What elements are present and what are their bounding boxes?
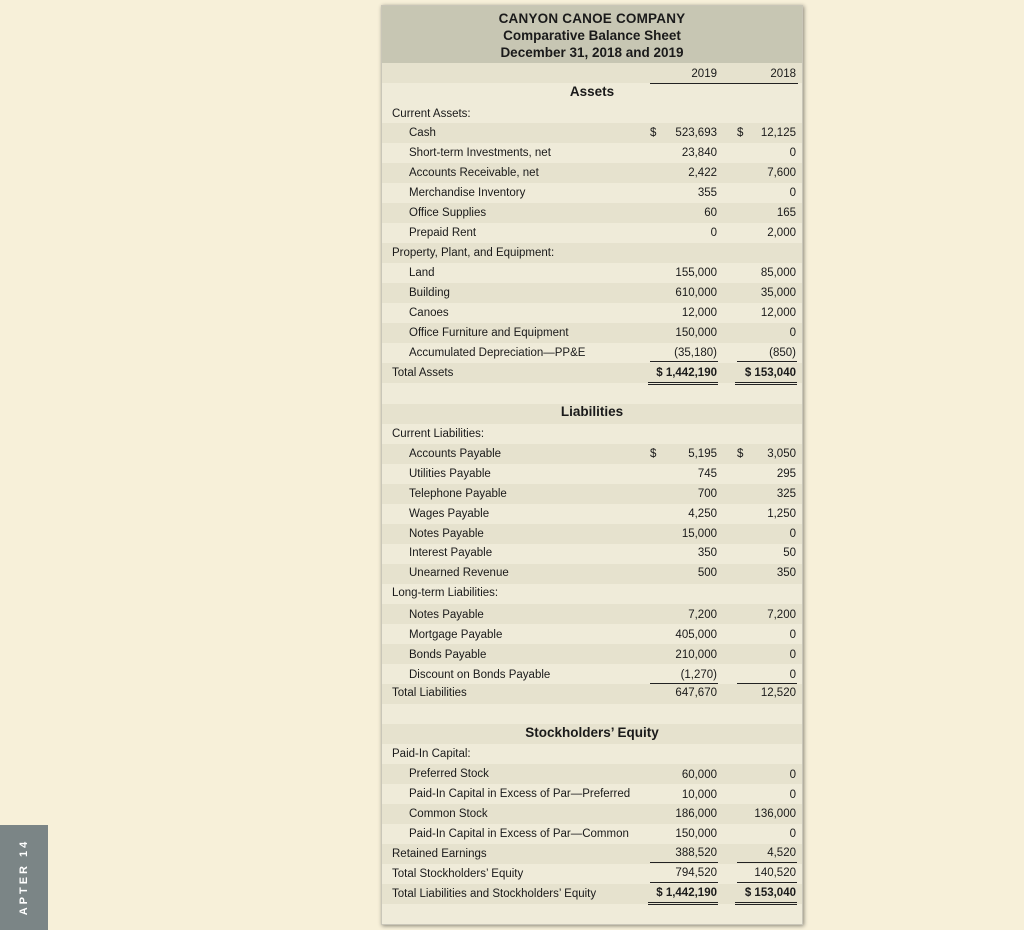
current-assets-label: Current Assets: bbox=[392, 108, 471, 120]
value-2018: 165 bbox=[776, 207, 796, 219]
value-2018: 0 bbox=[789, 147, 796, 159]
value-2019: 388,520 bbox=[675, 847, 717, 859]
line-item-label: Accounts Receivable, net bbox=[409, 167, 539, 179]
value-2019: 186,000 bbox=[675, 808, 717, 820]
statement-header bbox=[382, 6, 802, 63]
line-item-label: Notes Payable bbox=[409, 609, 484, 621]
total-liabilities-equity-2018: $ 153,040 bbox=[744, 887, 796, 899]
total-assets-label: Total Assets bbox=[392, 367, 454, 379]
year-heading-2019: 2019 bbox=[691, 68, 717, 80]
balance-sheet bbox=[381, 5, 803, 925]
value-2018: 3,050 bbox=[767, 448, 796, 460]
paid-in-capital-label: Paid-In Capital: bbox=[392, 748, 471, 760]
value-2019: 60 bbox=[704, 207, 717, 219]
value-2018: 0 bbox=[789, 828, 796, 840]
value-2018: 2,000 bbox=[767, 227, 796, 239]
value-2018: 7,200 bbox=[767, 609, 796, 621]
line-item-label: Preferred Stock bbox=[409, 768, 489, 780]
total-liabilities-2018: 12,520 bbox=[760, 687, 796, 699]
value-2019: 10,000 bbox=[681, 789, 717, 801]
value-2018: 350 bbox=[776, 567, 796, 579]
value-2019: 5,195 bbox=[688, 448, 717, 460]
value-2019: 0 bbox=[710, 227, 717, 239]
value-2019: (1,270) bbox=[680, 669, 717, 681]
value-2018: 0 bbox=[789, 649, 796, 661]
line-item-label: Bonds Payable bbox=[409, 649, 487, 661]
chapter-tab-label: APTER 14 bbox=[18, 838, 30, 916]
total-liabilities-equity-2019: $ 1,442,190 bbox=[656, 887, 717, 899]
value-2019: 7,200 bbox=[688, 609, 717, 621]
value-2019: 23,840 bbox=[681, 147, 717, 159]
line-item-label: Mortgage Payable bbox=[409, 629, 503, 641]
value-2018: 12,000 bbox=[760, 307, 796, 319]
line-item-label: Canoes bbox=[409, 307, 449, 319]
value-2019: 155,000 bbox=[675, 267, 717, 279]
statement-title: Comparative Balance Sheet bbox=[503, 28, 681, 43]
value-2018: 295 bbox=[776, 468, 796, 480]
total-assets-2018: $ 153,040 bbox=[744, 367, 796, 379]
line-item-label: Merchandise Inventory bbox=[409, 187, 526, 199]
line-item-label: Wages Payable bbox=[409, 508, 490, 520]
value-2018: 1,250 bbox=[767, 508, 796, 520]
value-2019: 610,000 bbox=[675, 287, 717, 299]
line-item-label: Accumulated Depreciation—PP&E bbox=[409, 347, 586, 359]
value-2018: 0 bbox=[789, 669, 796, 681]
value-2018: 0 bbox=[789, 187, 796, 199]
line-item-label: Cash bbox=[409, 127, 436, 139]
value-2019: 745 bbox=[697, 468, 717, 480]
line-item-label: Notes Payable bbox=[409, 528, 484, 540]
year-heading-2018: 2018 bbox=[770, 68, 796, 80]
line-item-label: Building bbox=[409, 287, 450, 299]
total-equity-label: Total Stockholders’ Equity bbox=[392, 868, 524, 880]
value-2019: 4,250 bbox=[688, 508, 717, 520]
value-2019: 523,693 bbox=[675, 127, 717, 139]
line-item-label: Discount on Bonds Payable bbox=[409, 669, 551, 681]
ppe-label: Property, Plant, and Equipment: bbox=[392, 247, 555, 259]
value-2018: 325 bbox=[776, 488, 796, 500]
current-liabilities-label: Current Liabilities: bbox=[392, 428, 485, 440]
value-2019: 405,000 bbox=[675, 629, 717, 641]
line-item-label: Unearned Revenue bbox=[409, 567, 509, 579]
line-item-label: Land bbox=[409, 267, 435, 279]
line-item-label: Interest Payable bbox=[409, 547, 493, 559]
value-2019: 500 bbox=[697, 567, 717, 579]
dollar-sign: $ bbox=[650, 448, 657, 460]
line-item-label: Office Supplies bbox=[409, 207, 487, 219]
value-2018: 50 bbox=[783, 547, 796, 559]
value-2018: 136,000 bbox=[754, 808, 796, 820]
dollar-sign: $ bbox=[650, 127, 657, 139]
value-2018: 4,520 bbox=[767, 847, 796, 859]
line-item-label: Telephone Payable bbox=[409, 488, 507, 500]
value-2019: 700 bbox=[697, 488, 717, 500]
assets-section-title: Assets bbox=[569, 84, 615, 99]
value-2018: 0 bbox=[789, 629, 796, 641]
value-2019: 350 bbox=[697, 547, 717, 559]
total-assets-2019: $ 1,442,190 bbox=[656, 367, 717, 379]
value-2018: 0 bbox=[789, 769, 796, 781]
company-name: CANYON CANOE COMPANY bbox=[498, 11, 686, 26]
total-liabilities-equity-label: Total Liabilities and Stockholders’ Equity bbox=[392, 888, 597, 900]
total-equity-2019: 794,520 bbox=[675, 867, 717, 879]
value-2018: (850) bbox=[769, 347, 796, 359]
longterm-liabilities-label: Long-term Liabilities: bbox=[392, 587, 499, 599]
value-2019: 150,000 bbox=[675, 828, 717, 840]
total-equity-2018: 140,520 bbox=[754, 867, 796, 879]
total-liabilities-label: Total Liabilities bbox=[392, 687, 467, 699]
line-item-label: Prepaid Rent bbox=[409, 227, 477, 239]
line-item-label: Short-term Investments, net bbox=[409, 147, 551, 159]
value-2018: 35,000 bbox=[760, 287, 796, 299]
line-item-label: Accounts Payable bbox=[409, 448, 502, 460]
value-2019: 60,000 bbox=[681, 769, 717, 781]
line-item-label: Paid-In Capital in Excess of Par—Preferred bbox=[409, 788, 631, 800]
line-item-label: Office Furniture and Equipment bbox=[409, 327, 569, 339]
total-liabilities-2019: 647,670 bbox=[675, 687, 717, 699]
line-item-label: Common Stock bbox=[409, 808, 488, 820]
value-2019: 12,000 bbox=[681, 307, 717, 319]
value-2018: 12,125 bbox=[760, 127, 796, 139]
value-2019: (35,180) bbox=[674, 347, 717, 359]
value-2019: 210,000 bbox=[675, 649, 717, 661]
chapter-side-tab bbox=[0, 825, 48, 930]
liabilities-section-title: Liabilities bbox=[560, 404, 624, 419]
statement-date: December 31, 2018 and 2019 bbox=[500, 45, 684, 60]
equity-section-title: Stockholders’ Equity bbox=[525, 725, 659, 740]
line-item-label: Paid-In Capital in Excess of Par—Common bbox=[409, 828, 629, 840]
dollar-sign: $ bbox=[737, 448, 744, 460]
retained-earnings-label: Retained Earnings bbox=[392, 848, 487, 860]
line-item-label: Utilities Payable bbox=[409, 468, 491, 480]
dollar-sign: $ bbox=[737, 127, 744, 139]
value-2018: 0 bbox=[789, 528, 796, 540]
value-2019: 150,000 bbox=[675, 327, 717, 339]
value-2019: 355 bbox=[697, 187, 717, 199]
value-2018: 7,600 bbox=[767, 167, 796, 179]
value-2018: 0 bbox=[789, 327, 796, 339]
value-2018: 85,000 bbox=[760, 267, 796, 279]
value-2019: 2,422 bbox=[688, 167, 717, 179]
value-2019: 15,000 bbox=[681, 528, 717, 540]
value-2018: 0 bbox=[789, 789, 796, 801]
